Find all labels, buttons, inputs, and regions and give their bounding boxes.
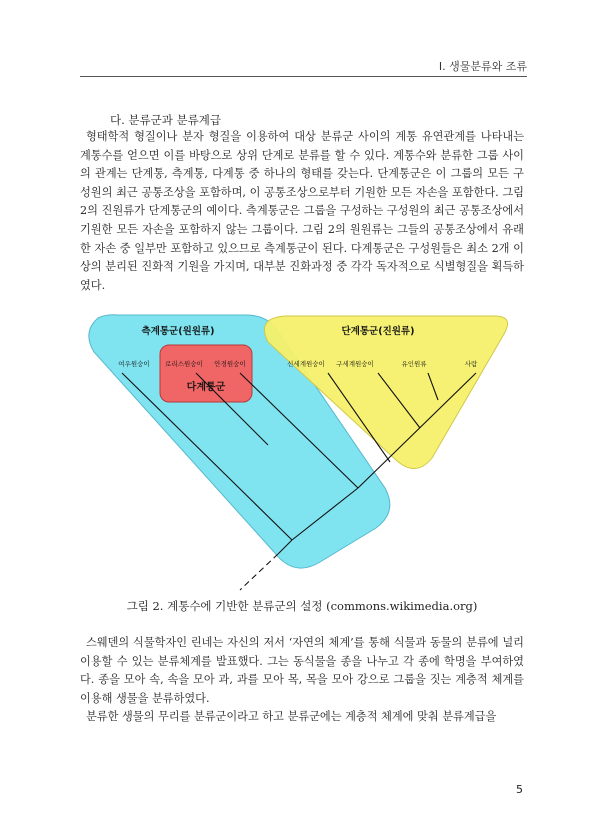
header-divider <box>80 76 527 77</box>
page-number: 5 <box>516 783 523 796</box>
tree-root-dashed <box>240 554 278 590</box>
section-heading: 다. 분류군과 분류계급 <box>110 113 221 127</box>
paragraph-linnaeus: 스웨덴의 식물학자인 린네는 자신의 저서 ‘자연의 체계’를 통해 식물과 동물의 분류에 널리 이용할 수 있는 분류체계를 발표했다. 그는 동식물을 종을 나누고 각 종에 학명을 부여하였다. 종을 모아 속, 속을 모아 과, 과를 모아 목, 목을 모아 강으로 그룹을 짓는 계층적 체계를 이용해 생물을 분류하였다. <box>80 636 524 705</box>
taxon-label-lemur: 여우원숭이 <box>118 360 150 368</box>
taxon-label-human: 사람 <box>464 360 478 368</box>
phylogenetic-tree-diagram <box>80 300 524 600</box>
taxon-labels <box>118 359 478 368</box>
taxon-label-ape: 유인원류 <box>401 360 427 368</box>
taxon-label-tarsier: 안경원숭이 <box>214 360 246 368</box>
polyphyletic-label: 다계통군 <box>186 382 226 393</box>
polyphyletic-region <box>160 345 252 402</box>
chapter-title: I. 생물분류와 조류 <box>438 60 527 73</box>
paragraph-taxon-ranks: 분류한 생물의 무리를 분류군이라고 하고 분류군에는 계층적 체계에 맞춰 분류계급을 <box>86 710 497 723</box>
paragraph-classification-groups: 형태학적 형질이나 분자 형질을 이용하여 대상 분류군 사이의 계통 유연관계를 나타내는 계통수를 얻으면 이를 바탕으로 상위 단계로 분류를 할 수 있다. 계통수와 분류한 그룹 사이의 관계는 단계통, 측계통, 다계통 중 하나의 형태를 갖는다. 단계통군은 이 그룹의 모든 구성원의 최근 공통조상을 포함하며, 이 공통조상으로부터 기원한 모든 자손을 포함한다. 그림 2의 진원류가 단계통군의 예이다. 측계통군은 그룹을 구성하는 구성원의 최근 공통조상에서 기원한 모든 자손을 포함하지 않는 그룹이다. 그림 2의 원원류는 그들의 공통조상에서 유래한 자손 중 일부만 포함하고 있으므로 측계통군이 된다. 다계통군은 구성원들은 최소 2개 이상의 분리된 진화적 기원을 가지며, 대부분 진화과정 중 각각 독자적으로 식별형질을 획득하였다. <box>80 130 524 292</box>
figure-caption: 그림 2. 계통수에 기반한 분류군의 설정 (commons.wikimedia.org) <box>126 599 478 613</box>
phylogenetic-tree-figure <box>80 300 524 600</box>
taxon-label-new-world-monkey: 신세계원숭이 <box>287 360 325 368</box>
taxon-label-loris: 로리스원숭이 <box>165 360 203 368</box>
paraphyletic-label: 측계통군(원원류) <box>141 326 215 337</box>
monophyletic-label: 단계통군(진원류) <box>341 326 415 337</box>
taxon-label-old-world-monkey: 구세계원숭이 <box>336 360 374 368</box>
